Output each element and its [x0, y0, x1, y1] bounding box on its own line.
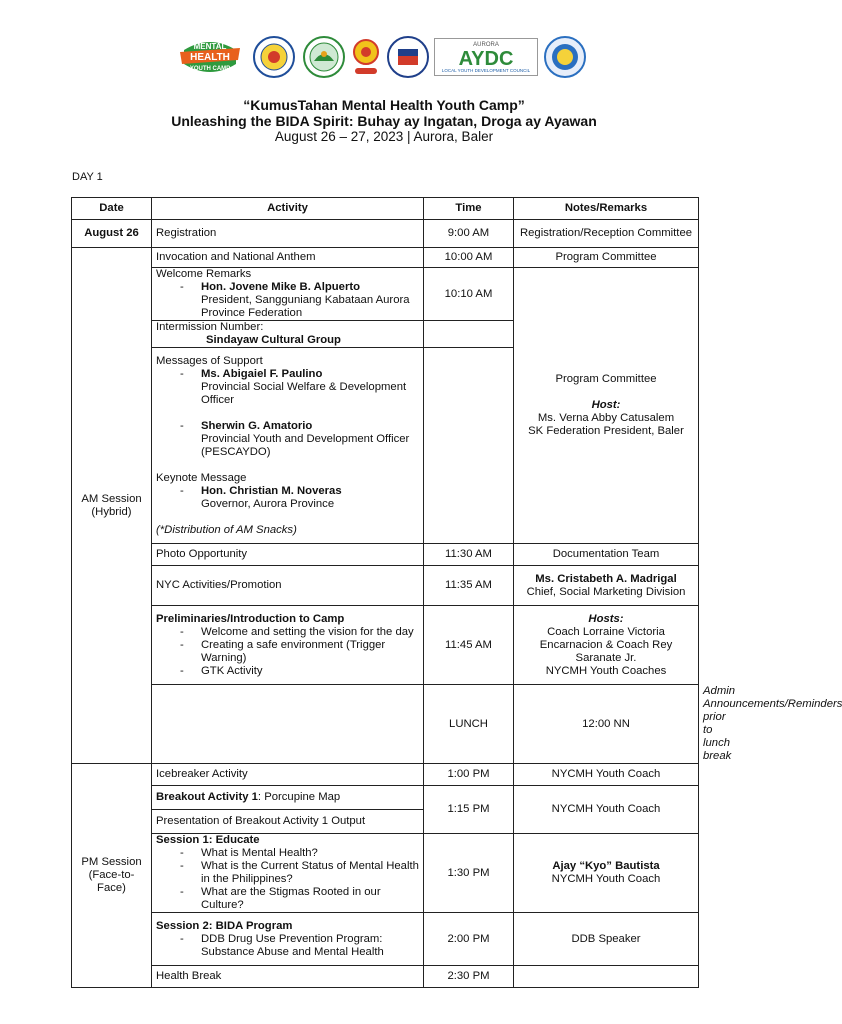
agenda-list	[156, 847, 419, 912]
activity-cell: Icebreaker Activity	[152, 764, 424, 786]
time-cell: 10:00 AM	[424, 248, 514, 268]
speaker-list	[156, 368, 419, 407]
aydc-logo-sub-text: LOCAL YOUTH DEVELOPMENT COUNCIL	[441, 68, 531, 73]
table-row	[72, 268, 699, 321]
event-date-location: August 26 – 27, 2023 | Aurora, Baler	[274, 129, 494, 144]
notes-name: Ajay “Kyo” Bautista	[552, 860, 660, 872]
time-cell: 12:00 NN	[514, 685, 699, 764]
table-row	[72, 913, 699, 966]
header-notes: Notes/Remarks	[514, 198, 699, 220]
agenda-list	[156, 933, 419, 959]
list-item: - GTK Activity	[180, 665, 419, 678]
am-session-cell: AM Session (Hybrid)	[72, 248, 152, 764]
hosts-names: Coach Lorraine Victoria Encarnacion & Coach Rey Saranate Jr.	[539, 625, 673, 664]
date-cell	[152, 685, 424, 764]
activity-cell	[152, 348, 424, 544]
activity-cell	[152, 268, 424, 321]
table-row	[72, 566, 699, 606]
speaker-name: - Ms. Abigaiel F. Paulino	[201, 367, 323, 380]
notes-cell	[514, 606, 699, 685]
day-label: DAY 1	[72, 171, 103, 183]
schedule-table	[71, 197, 842, 988]
time-cell: 11:45 AM	[424, 606, 514, 685]
list-item: - What is Mental Health?	[180, 847, 419, 860]
table-row	[72, 220, 699, 248]
mental-health-youth-camp-logo	[178, 36, 242, 78]
notes-cell: Program Committee	[514, 248, 699, 268]
time-cell: 11:30 AM	[424, 544, 514, 566]
header-activity: Activity	[152, 198, 424, 220]
header-date: Date	[72, 198, 152, 220]
activity-text: : Porcupine Map	[257, 791, 341, 803]
speaker-role: Provincial Social Welfare & Development Officer	[201, 380, 407, 406]
hosts-label: Hosts:	[588, 612, 624, 625]
list-item: - Creating a safe environment (Trigger Warning)	[180, 639, 419, 665]
agenda-list	[156, 626, 419, 678]
time-cell: 2:00 PM	[424, 913, 514, 966]
document-subtitle: Unleashing the BIDA Spirit: Buhay ay Ingatan, Droga ay Ayawan	[171, 113, 597, 129]
list-item	[180, 420, 419, 459]
notes-cell	[514, 966, 699, 988]
nyc-seal	[543, 35, 587, 79]
table-row	[72, 248, 699, 268]
mhyc-logo-text-1: MENTAL	[193, 42, 227, 51]
notes-cell: Registration/Reception Committee	[514, 220, 699, 248]
pswdo-seal	[386, 35, 430, 79]
table-row	[72, 834, 699, 913]
speaker-list	[156, 420, 419, 459]
activity-cell: Health Break	[152, 966, 424, 988]
pescaydo-logo	[351, 37, 381, 77]
activity-heading: Preliminaries/Introduction to Camp	[156, 612, 345, 625]
header-time: Time	[424, 198, 514, 220]
speaker-role: Provincial Youth and Development Officer (PESCAYDO)	[201, 432, 410, 458]
list-item	[180, 485, 419, 511]
list-item: - Welcome and setting the vision for the day	[180, 626, 419, 639]
speaker-name: - Hon. Jovene Mike B. Alpuerto	[201, 281, 361, 293]
notes-role: Chief, Social Marketing Division	[526, 585, 686, 598]
list-item: - What are the Stigmas Rooted in our Culture?	[180, 886, 419, 912]
activity-cell	[152, 913, 424, 966]
activity-label: Breakout Activity 1	[156, 791, 258, 803]
notes-cell	[514, 834, 699, 913]
speaker-name: - Sherwin G. Amatorio	[201, 419, 313, 432]
activity-cell	[152, 834, 424, 913]
notes-role: NYCMH Youth Coach	[551, 873, 661, 885]
list-item	[180, 368, 419, 407]
notes-cell: NYCMH Youth Coach	[514, 786, 699, 834]
activity-cell: Registration	[152, 220, 424, 248]
activity-heading: Keynote Message	[156, 471, 247, 484]
speaker-role: President, Sangguniang Kabataan Aurora Province Federation	[201, 294, 410, 319]
notes-cell: NYCMH Youth Coach	[514, 764, 699, 786]
speaker-list	[156, 485, 419, 511]
activity-cell	[152, 606, 424, 685]
time-cell: 1:30 PM	[424, 834, 514, 913]
activity-cell	[152, 321, 424, 348]
activity-cell: Photo Opportunity	[152, 544, 424, 566]
mhyc-logo-text-3: YOUTH CAMP	[189, 66, 231, 72]
list-item: - What is the Current Status of Mental Health in the Philippines?	[180, 860, 419, 886]
table-row	[72, 764, 699, 786]
time-cell: 1:15 PM	[424, 786, 514, 834]
notes-cell	[514, 268, 699, 544]
document-title: “KumusTahan Mental Health Youth Camp”	[243, 97, 525, 113]
province-of-aurora-seal	[302, 35, 346, 79]
notes-cell: DDB Speaker	[514, 913, 699, 966]
time-cell: 11:35 AM	[424, 566, 514, 606]
mhyc-logo-text-2: HEALTH	[190, 52, 230, 63]
time-cell: 10:10 AM	[424, 268, 514, 321]
list-item: - DDB Drug Use Prevention Program: Substance Abuse and Mental Health	[180, 933, 419, 959]
activity-cell	[152, 786, 424, 810]
speaker-list	[156, 281, 419, 320]
aydc-logo-top-text: AURORA	[473, 42, 499, 48]
notes-cell: Documentation Team	[514, 544, 699, 566]
notes-name: Ms. Cristabeth A. Madrigal	[535, 572, 677, 585]
host-label: Host:	[591, 399, 621, 411]
host-name: Ms. Verna Abby Catusalem	[537, 412, 675, 424]
activity-cell: Invocation and National Anthem	[152, 248, 424, 268]
activity-heading: Session 1: Educate	[156, 834, 260, 846]
speaker-role: Governor, Aurora Province	[201, 497, 335, 510]
hosts-role: NYCMH Youth Coaches	[545, 664, 667, 677]
table-header-row	[72, 198, 699, 220]
time-cell: 1:00 PM	[424, 764, 514, 786]
table-row	[72, 966, 699, 988]
table-row	[72, 606, 699, 685]
activity-note: (*Distribution of AM Snacks)	[156, 523, 297, 536]
activity-heading: Session 2: BIDA Program	[156, 919, 293, 932]
table-row: LUNCH 12:00 NN Admin Announcements/Reminders prior to lunch break	[72, 685, 699, 764]
sangguniang-kabataan-seal	[252, 35, 296, 79]
time-cell	[424, 321, 514, 348]
pm-session-cell: PM Session (Face-to-Face)	[72, 764, 152, 988]
activity-cell: LUNCH	[424, 685, 514, 764]
table-row	[72, 786, 699, 810]
notes-cell	[514, 566, 699, 606]
activity-cell: Presentation of Breakout Activity 1 Output	[152, 810, 424, 834]
activity-heading: Intermission Number:	[156, 321, 264, 333]
aydc-logo	[434, 38, 538, 76]
time-cell: 2:30 PM	[424, 966, 514, 988]
performer-name: Sindayaw Cultural Group	[206, 334, 341, 346]
time-cell	[424, 348, 514, 544]
activity-cell: NYC Activities/Promotion	[152, 566, 424, 606]
time-cell: 9:00 AM	[424, 220, 514, 248]
date-cell: August 26	[72, 220, 152, 248]
speaker-name: - Hon. Christian M. Noveras	[201, 484, 342, 497]
activity-heading: Welcome Remarks	[156, 268, 252, 280]
table-row	[72, 544, 699, 566]
list-item	[180, 281, 419, 320]
host-role: SK Federation President, Baler	[528, 425, 684, 437]
activity-heading: Messages of Support	[156, 354, 263, 367]
notes-committee: Program Committee	[555, 373, 657, 385]
logo-row	[178, 32, 590, 82]
aydc-logo-main-text: AYDC	[458, 48, 514, 70]
